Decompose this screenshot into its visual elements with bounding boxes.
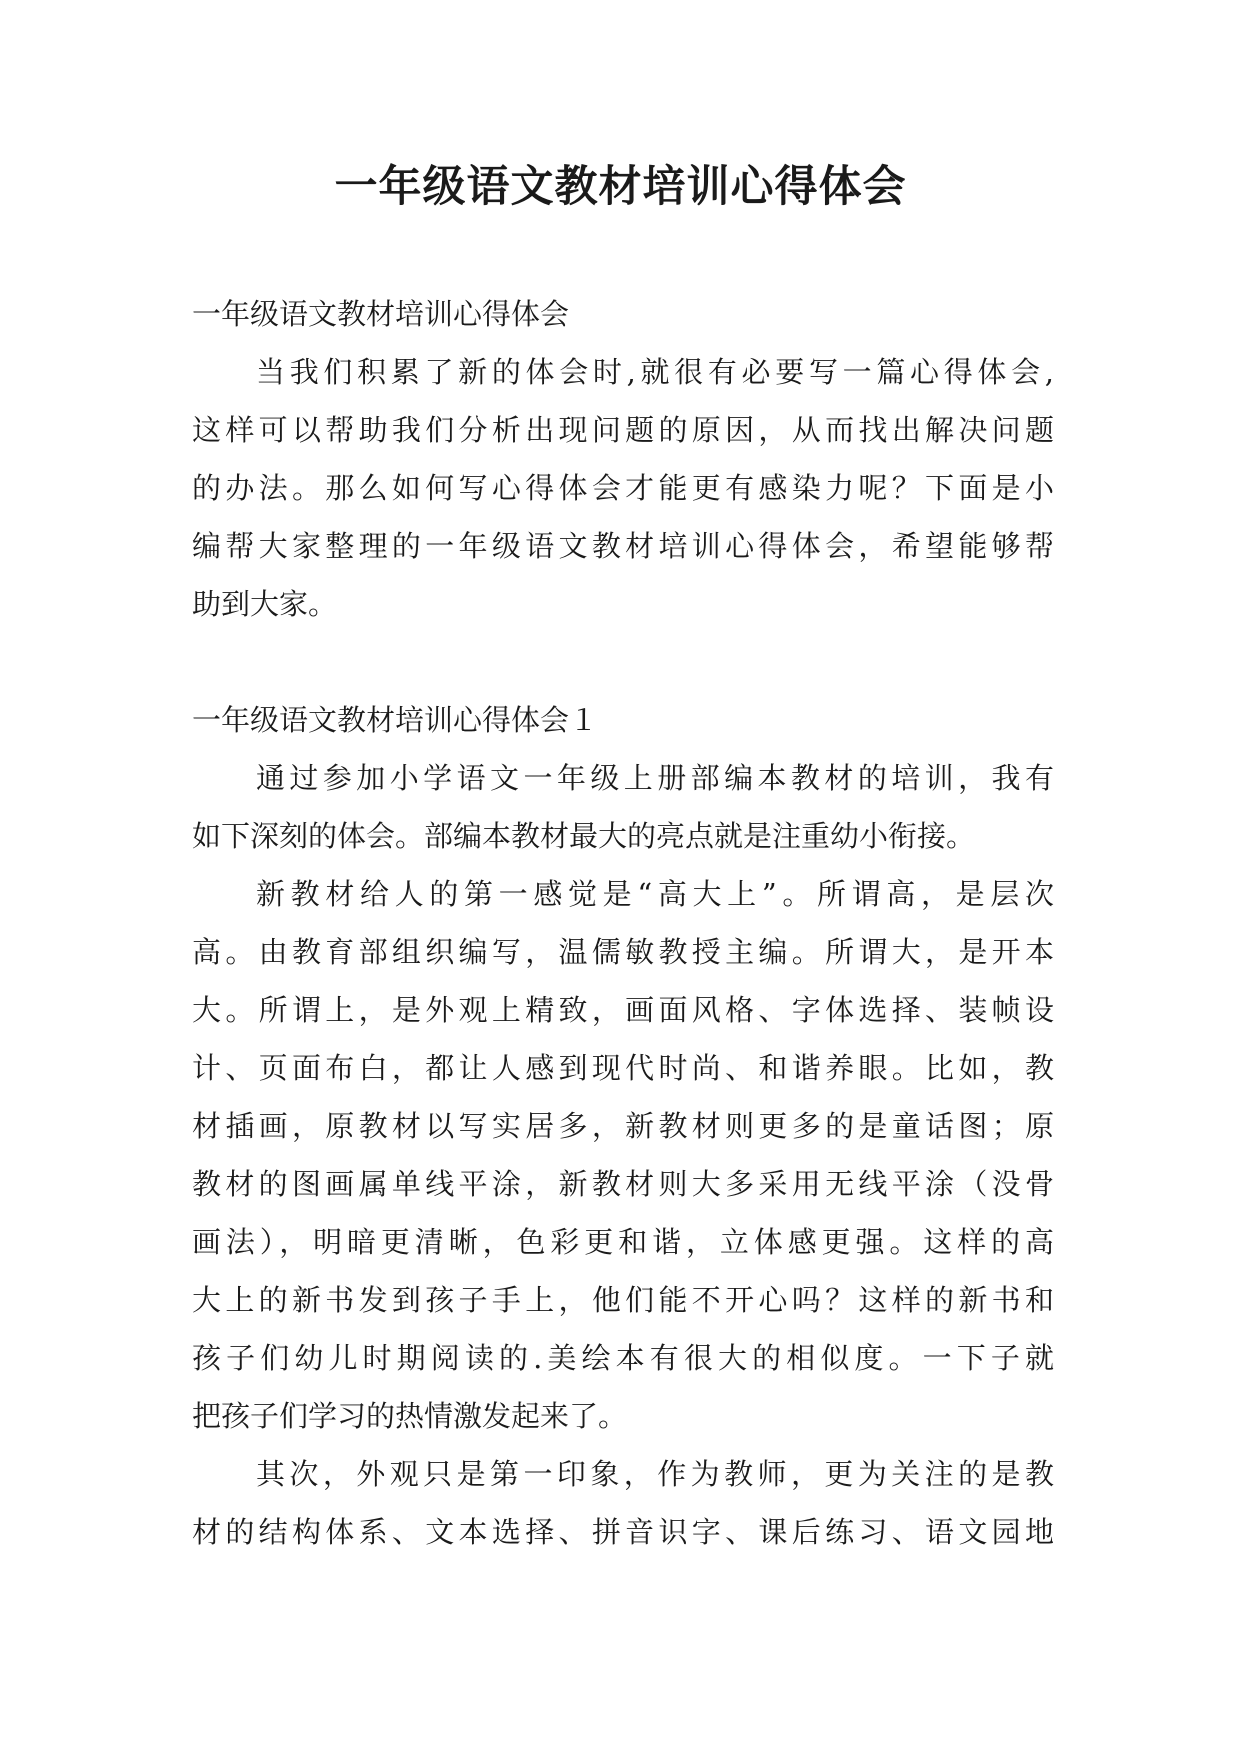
section-paragraph-2 (192, 865, 1054, 1445)
paragraph-line: 画法），明暗更清晰，色彩更和谐，立体感更强。这样的高 (192, 1225, 1054, 1259)
section-paragraph-3 (192, 1445, 1054, 1561)
paragraph-line: 大上的新书发到孩子手上，他们能不开心吗？这样的新书和 (192, 1283, 1054, 1317)
paragraph-line: 这样可以帮助我们分析出现问题的原因，从而找出解决问题 (192, 413, 1054, 447)
intro-paragraph (192, 343, 1054, 633)
paragraph-line: 通过参加小学语文一年级上册部编本教材的培训，我有 (256, 761, 1054, 795)
paragraph-line: 把孩子们学习的热情激发起来了。 (192, 1399, 628, 1433)
paragraph-line: 当我们积累了新的体会时,就很有必要写一篇心得体会, (256, 355, 1054, 389)
paragraph-line: 其次，外观只是第一印象，作为教师，更为关注的是教 (256, 1457, 1054, 1491)
paragraph-line: 新教材给人的第一感觉是“高大上”。所谓高，是层次 (256, 877, 1054, 911)
intro-heading: 一年级语文教材培训心得体会 (192, 297, 570, 331)
paragraph-line: 高。由教育部组织编写，温儒敏教授主编。所谓大，是开本 (192, 935, 1054, 969)
paragraph-line: 大。所谓上，是外观上精致，画面风格、字体选择、装帧设 (192, 993, 1054, 1027)
paragraph-line: 的办法。那么如何写心得体会才能更有感染力呢？下面是小 (192, 471, 1054, 505)
document-body (192, 285, 1054, 1561)
paragraph-line: 孩子们幼儿时期阅读的.美绘本有很大的相似度。一下子就 (192, 1341, 1054, 1375)
document-title: 一年级语文教材培训心得体会 (334, 162, 907, 212)
paragraph-line: 助到大家。 (192, 587, 338, 621)
paragraph-line: 计、页面布白，都让人感到现代时尚、和谐养眼。比如，教 (192, 1051, 1054, 1085)
paragraph-line: 如下深刻的体会。部编本教材最大的亮点就是注重幼小衔接。 (192, 819, 976, 853)
paragraph-line: 材插画，原教材以写实居多，新教材则更多的是童话图；原 (192, 1109, 1054, 1143)
paragraph-line: 编帮大家整理的一年级语文教材培训心得体会，希望能够帮 (192, 529, 1054, 563)
paragraph-line: 教材的图画属单线平涂，新教材则大多采用无线平涂（没骨 (192, 1167, 1054, 1201)
section-heading: 一年级语文教材培训心得体会１ (192, 703, 599, 737)
section-paragraph-1 (192, 749, 1054, 865)
paragraph-line: 材的结构体系、文本选择、拼音识字、课后练习、语文园地 (192, 1515, 1054, 1549)
